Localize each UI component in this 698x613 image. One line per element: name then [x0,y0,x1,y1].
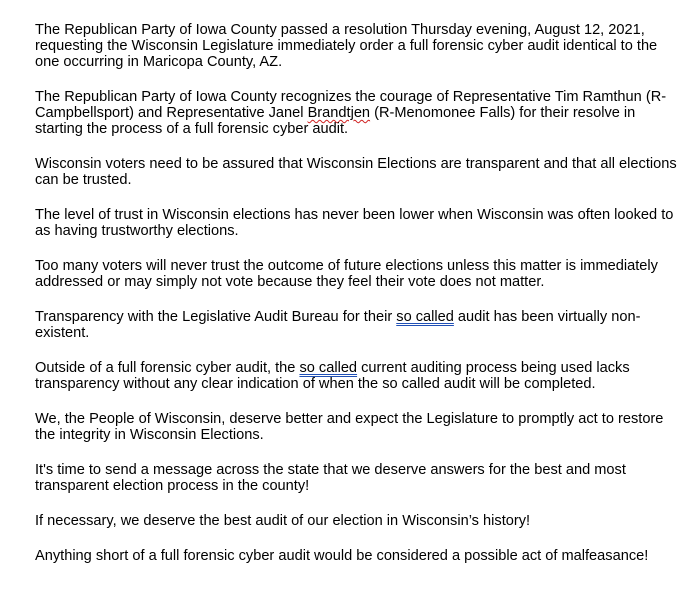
paragraph-malfeasance: Anything short of a full forensic cyber audit would be considered a possible act of malfeasance! [35,548,649,564]
paragraph-voters-assurance: Wisconsin voters need to be assured that Wisconsin Elections are transparent and that all elections can be trusted. [35,156,677,188]
paragraph-auditing-process [35,360,685,392]
paragraph-best-audit: If necessary, we deserve the best audit of our election in Wisconsin’s history! [35,513,531,529]
paragraph-auditing-process-start: Outside of a full forensic cyber audit, the [35,360,300,376]
paragraph-representatives-start: The Republican Party of Iowa County recognizes the courage of Representative Tim Ramthun (R-Campbellsport) and Representative Janel [35,89,667,121]
grammar-flagged-phrase: so called [299,360,358,376]
paragraph-representatives [35,89,685,137]
paragraph-trust-level: The level of trust in Wisconsin elections has never been lower when Wisconsin was often looked to as having trustworthy elections. [35,207,674,239]
spelling-flagged-word: Brandtjen [307,105,371,121]
paragraph-representatives-end: (R-Menomonee Falls) for their resolve in starting the process of a full forensic cyber audit. [35,105,636,137]
paragraph-audit-bureau-end: audit has been virtually non-existent. [35,309,641,341]
paragraph-send-message: It's time to send a message across the state that we deserve answers for the best and most transparent election process in the county! [35,462,626,494]
paragraph-voter-trust: Too many voters will never trust the outcome of future elections unless this matter is immediately addressed or may simply not vote because they feel their vote does not matter. [35,258,658,290]
paragraph-audit-bureau-start: Transparency with the Legislative Audit Bureau for their [35,309,397,325]
grammar-flagged-phrase: so called [396,309,454,325]
paragraph-auditing-process-end: current auditing process being used lacks transparency without any clear indication of when the so called audit will be completed. [35,360,630,392]
paragraph-audit-bureau [35,309,685,341]
paragraph-people-deserve: We, the People of Wisconsin, deserve better and expect the Legislature to promptly act to restore the integrity in Wisconsin Elections. [35,411,664,443]
paragraph-resolution: The Republican Party of Iowa County passed a resolution Thursday evening, August 12, 2021, requesting the Wisconsin Legislature immediately order a full forensic cyber audit identical to the one occurring in Maricopa County, AZ. [35,22,658,70]
document-body [35,22,685,583]
